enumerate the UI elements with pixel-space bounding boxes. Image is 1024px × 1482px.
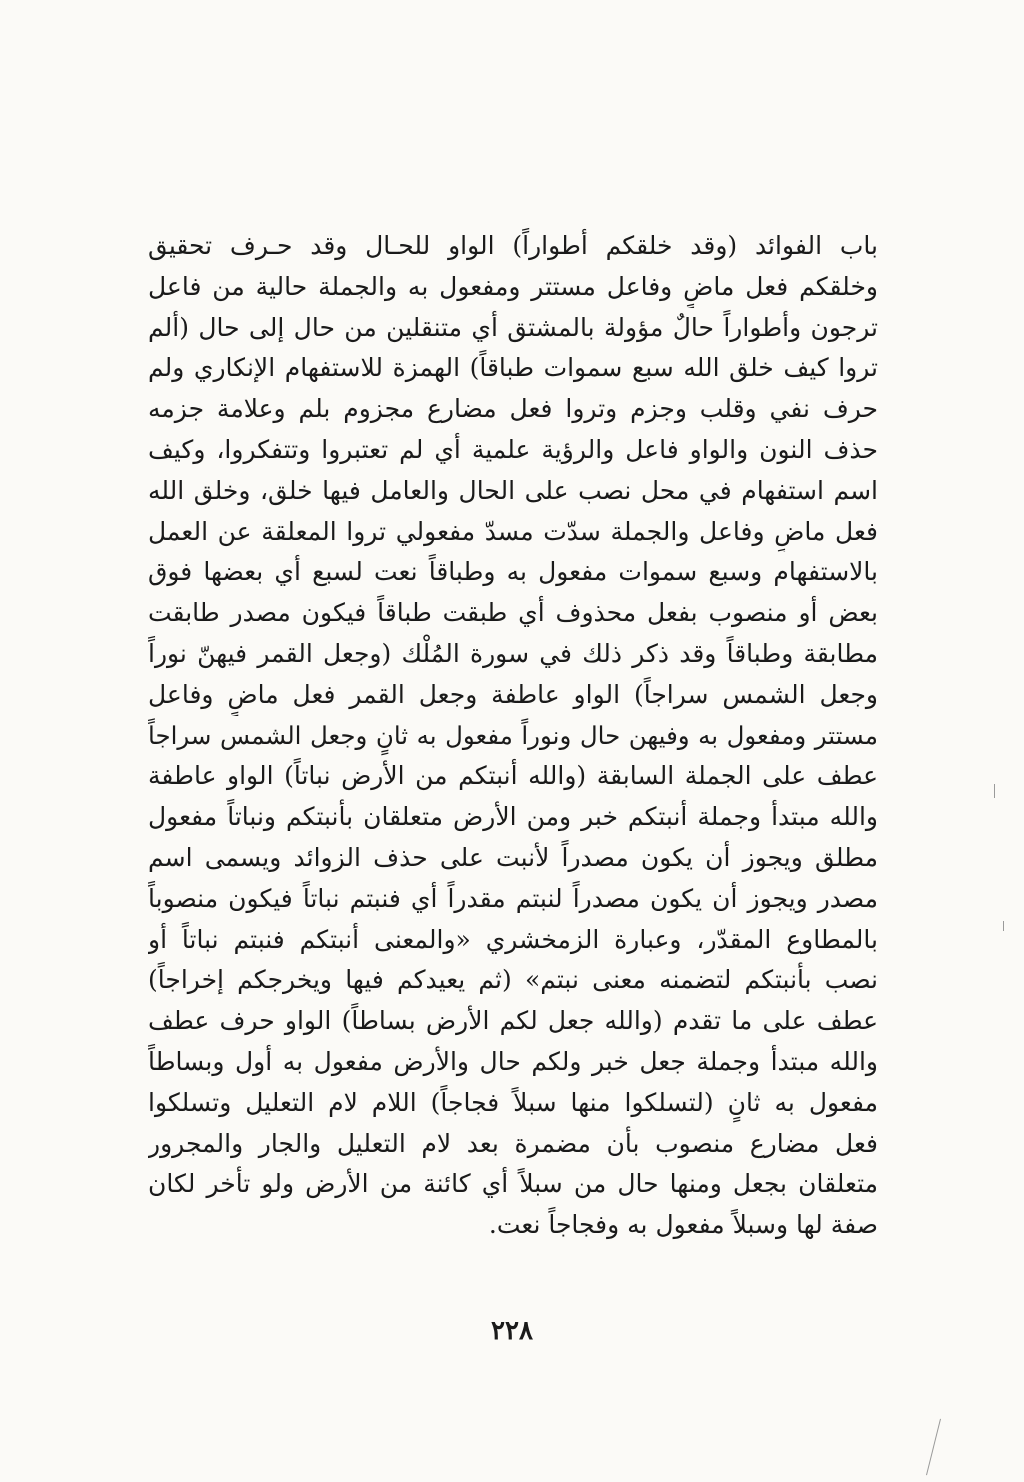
scan-mark (926, 1419, 941, 1476)
page-number: ٢٢٨ (491, 1316, 533, 1346)
text-line: والله مبتدأ وجملة أنبتكم خبر ومن الأرض متعلقان بأنبتكم ونباتاً مفعول (148, 802, 878, 832)
text-line: بالاستفهام وسبع سموات مفعول به وطباقاً نعت لسبع أي بعضها فوق (148, 557, 878, 587)
text-line: مصدر ويجوز أن يكون مصدراً لنبتم مقدراً أي فنبتم نباتاً فيكون منصوباً (148, 883, 878, 913)
text-line: بعض أو منصوب بفعل محذوف أي طبقت طباقاً فيكون مصدر طابقت (148, 598, 878, 628)
scan-mark (1003, 921, 1004, 931)
text-line: تروا كيف خلق الله سبع سموات طباقاً) الهمزة للاستفهام الإنكاري ولم (148, 353, 878, 383)
text-line: اسم استفهام في محل نصب على الحال والعامل فيها خلق، وخلق الله (148, 475, 878, 505)
text-line: وخلقكم فعل ماضٍ وفاعل مستتر ومفعول به والجملة حالية من فاعل (148, 271, 878, 301)
text-line: مفعول به ثانٍ (لتسلكوا منها سبلاً فجاجاً) اللام لام التعليل وتسلكوا (148, 1087, 878, 1117)
text-line: باب الفوائد (وقد خلقكم أطواراً) الواو للحـال وقد حـرف تحقيق (148, 231, 878, 260)
text-line: فعل ماضٍ وفاعل والجملة سدّت مسدّ مفعولي تروا المعلقة عن العمل (148, 516, 878, 546)
text-line: مطلق ويجوز أن يكون مصدراً لأنبت على حذف الزوائد ويسمى اسم (148, 842, 878, 872)
text-line: والله مبتدأ وجملة جعل خبر ولكم حال والأرض مفعول به أول وبساطاً (148, 1046, 878, 1076)
scan-mark (994, 784, 995, 798)
text-line: نصب بأنبتكم لتضمنه معنى نبتم» (ثم يعيدكم فيها ويخرجكم إخراجاً) (148, 965, 878, 995)
text-line: مستتر ومفعول به وفيهن حال ونوراً مفعول به ثانٍ وجعل الشمس سراجاً (148, 720, 878, 750)
text-line: ترجون وأطواراً حالٌ مؤولة بالمشتق أي متنقلين من حال إلى حال (ألم (148, 312, 878, 342)
body-text (148, 226, 878, 1246)
text-line: متعلقان بجعل ومنها حال من سبلاً أي كائنة من الأرض ولو تأخر لكان (148, 1169, 878, 1199)
text-line: حذف النون والواو فاعل والرؤية علمية أي لم تعتبروا وتتفكروا، وكيف (148, 434, 878, 464)
text-line: بالمطاوع المقدّر، وعبارة الزمخشري «والمعنى أنبتكم فنبتم نباتاً أو (148, 924, 878, 954)
text-line: صفة لها وسبلاً مفعول به وفجاجاً نعت. (488, 1210, 878, 1240)
text-line: حرف نفي وقلب وجزم وتروا فعل مضارع مجزوم بلم وعلامة جزمه (148, 394, 878, 424)
text-line: عطف على الجملة السابقة (والله أنبتكم من الأرض نباتاً) الواو عاطفة (148, 761, 878, 791)
text-line: مطابقة وطباقاً وقد ذكر ذلك في سورة المُلْك (وجعل القمر فيهنّ نوراً (148, 638, 878, 668)
text-line: وجعل الشمس سراجاً) الواو عاطفة وجعل القمر فعل ماضٍ وفاعل (148, 679, 878, 709)
text-line: فعل مضارع منصوب بأن مضمرة بعد لام التعليل والجار والمجرور (148, 1128, 878, 1158)
text-line: عطف على ما تقدم (والله جعل لكم الأرض بساطاً) الواو حرف عطف (148, 1006, 878, 1036)
